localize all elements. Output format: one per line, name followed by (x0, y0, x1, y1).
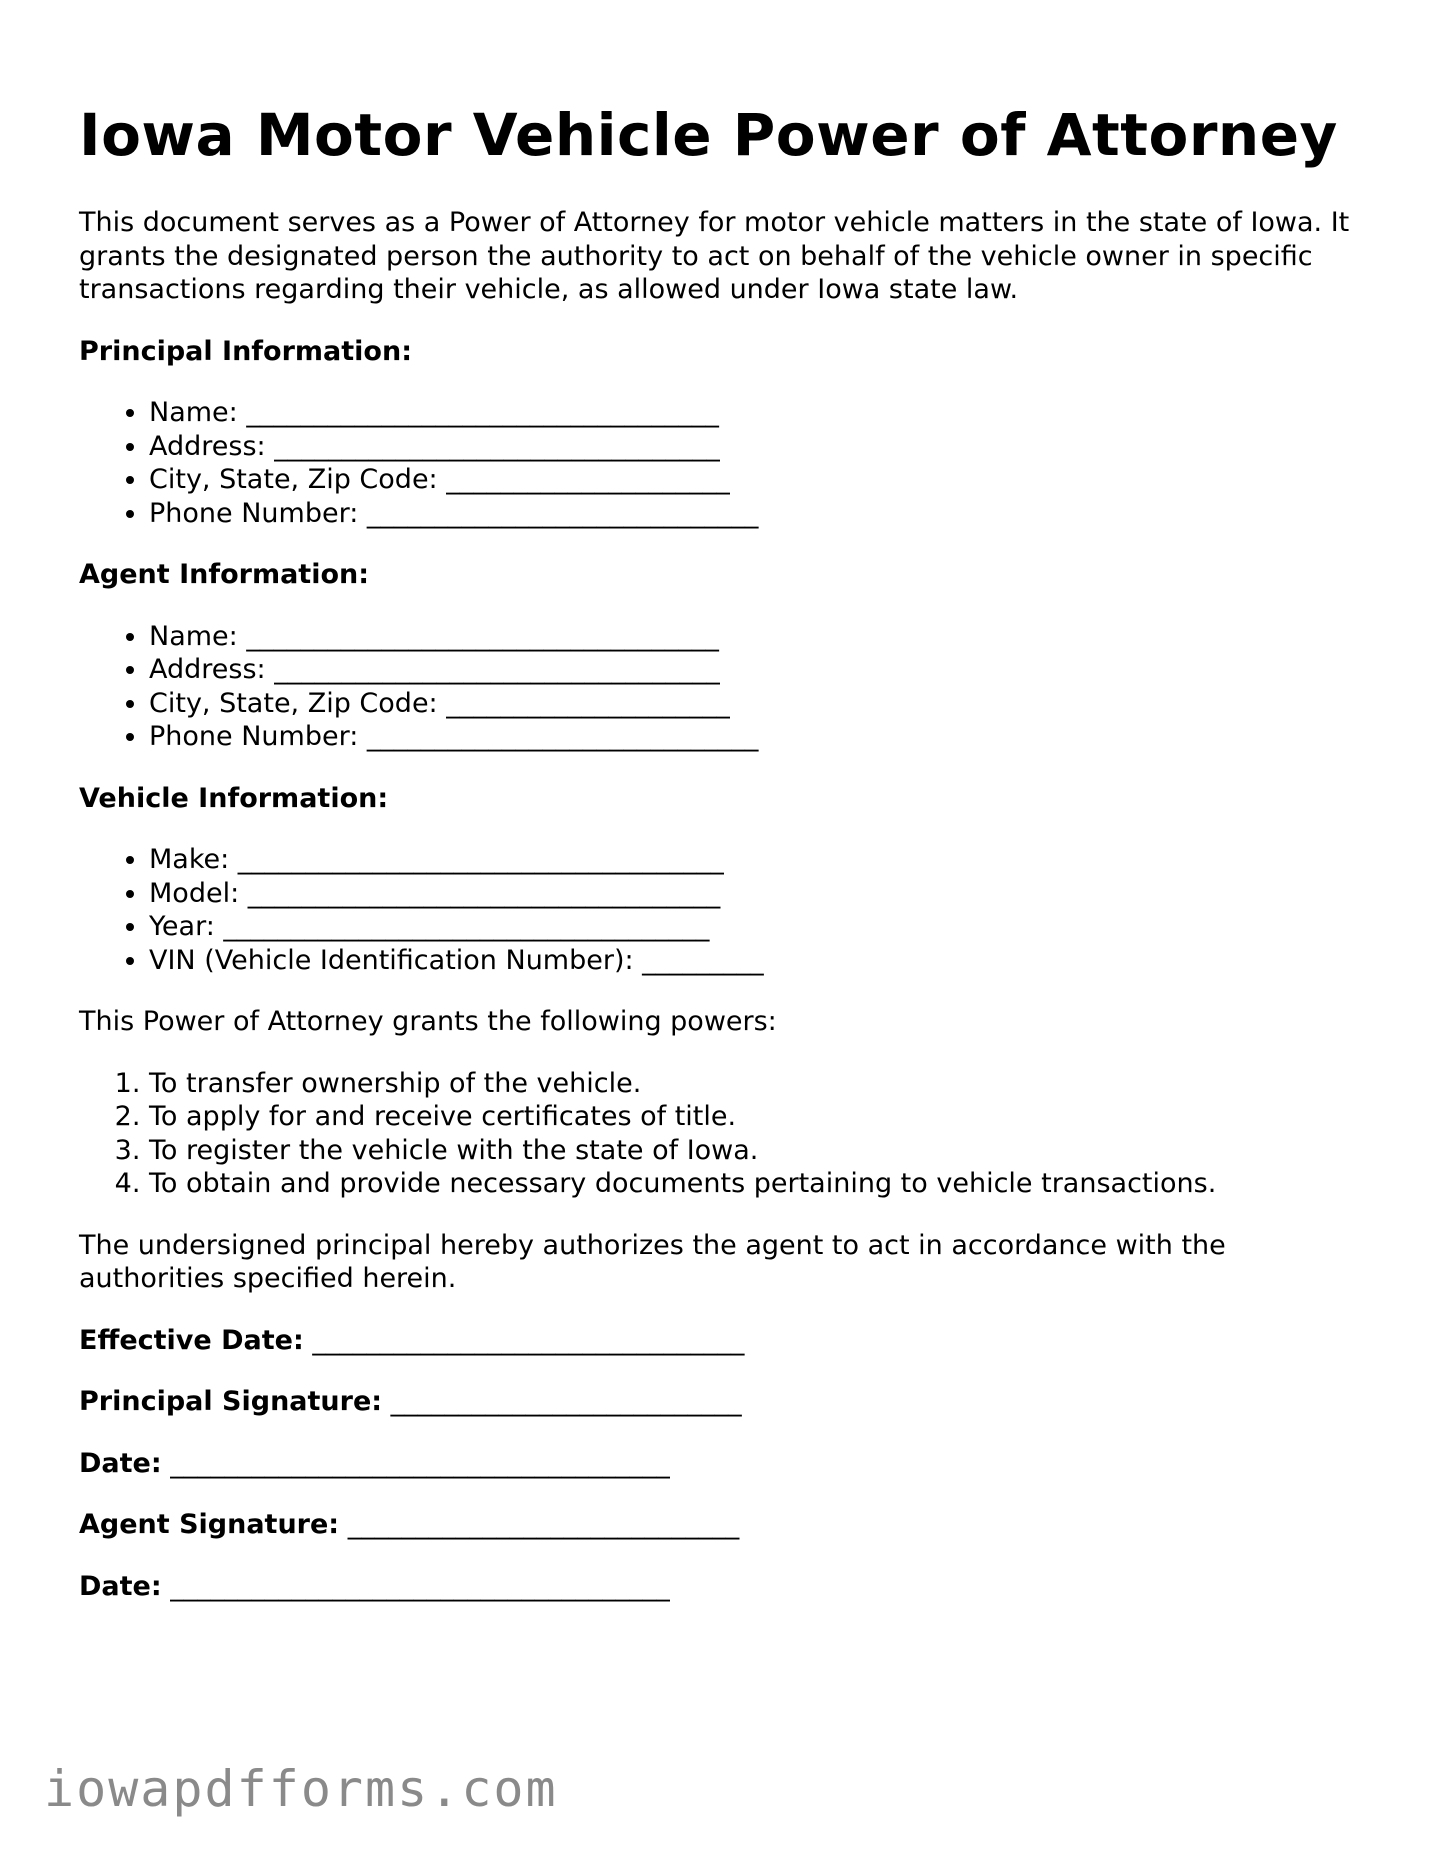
agent-info-list (79, 620, 1369, 754)
document-page (79, 100, 1369, 1631)
vehicle-year-field: • Year: ____________________________________ (149, 910, 1369, 944)
agent-signature-blank: _____________________________ (347, 1509, 740, 1540)
agent-address-field: • Address: _________________________________ (149, 653, 1369, 687)
principal-signature-line (79, 1385, 1369, 1419)
effective-date-blank: ________________________________ (312, 1324, 745, 1356)
principal-date-blank: _____________________________________ (170, 1447, 670, 1479)
authorization-paragraph: The undersigned principal hereby authorizes the agent to act in accordance with the authorities specified herein. (79, 1229, 1226, 1294)
principal-date-label: Date: (79, 1447, 162, 1479)
principal-info-list (79, 396, 1369, 530)
principal-date-line (79, 1447, 1369, 1481)
principal-name-field: • Name: ___________________________________ (149, 396, 1369, 430)
effective-date-line (79, 1324, 1369, 1358)
effective-date-label: Effective Date: (79, 1324, 304, 1356)
principal-city-state-zip-field: • City, State, Zip Code: _____________________ (149, 463, 1369, 497)
principal-address-field: • Address: _________________________________ (149, 430, 1369, 464)
power-item: 3. To register the vehicle with the state of Iowa. (149, 1134, 1369, 1168)
agent-signature-line (79, 1508, 1369, 1542)
agent-date-label: Date: (79, 1570, 162, 1602)
power-item: 2. To apply for and receive certificates of title. (149, 1100, 1369, 1134)
principal-signature-blank: __________________________ (390, 1386, 742, 1417)
agent-date-line (79, 1570, 1369, 1604)
powers-list (79, 1067, 1369, 1201)
principal-signature-label: Principal Signature: (79, 1386, 383, 1417)
agent-name-field: • Name: ___________________________________ (149, 620, 1369, 654)
site-watermark: iowapdfforms.com (44, 1760, 558, 1818)
agent-signature-label: Agent Signature: (79, 1509, 340, 1540)
powers-intro: This Power of Attorney grants the following powers: (79, 1006, 777, 1037)
vehicle-info-list (79, 843, 1369, 977)
vehicle-heading: Vehicle Information: (79, 782, 389, 814)
power-item: 1. To transfer ownership of the vehicle. (149, 1067, 1369, 1101)
document-title: Iowa Motor Vehicle Power of Attorney (79, 101, 1338, 169)
vehicle-make-field: • Make: ____________________________________ (149, 843, 1369, 877)
power-item: 4. To obtain and provide necessary documents pertaining to vehicle transactions. (149, 1167, 1369, 1201)
vehicle-model-field: • Model: ___________________________________ (149, 877, 1369, 911)
principal-phone-field: • Phone Number: _____________________________ (149, 497, 1369, 531)
vehicle-vin-field: • VIN (Vehicle Identification Number): _________ (149, 944, 1369, 978)
agent-heading: Agent Information: (79, 559, 370, 590)
agent-city-state-zip-field: • City, State, Zip Code: _____________________ (149, 687, 1369, 721)
agent-phone-field: • Phone Number: _____________________________ (149, 720, 1369, 754)
intro-paragraph: This document serves as a Power of Attorney for motor vehicle matters in the state of Iowa. It grants the designated person the authority to act on behalf of the vehicle owner in specific transactions regarding their vehicle, as allowed under Iowa state law. (79, 207, 1350, 305)
agent-date-blank: _____________________________________ (170, 1570, 670, 1602)
principal-heading: Principal Information: (79, 335, 413, 367)
